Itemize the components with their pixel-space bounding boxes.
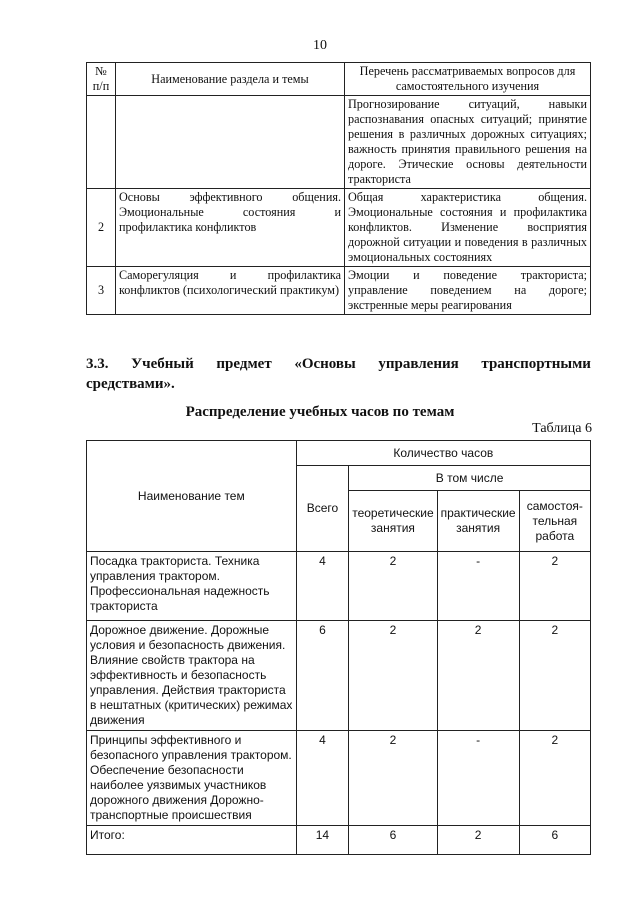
row-name: Саморегуляция и профилактика конфликтов (психологический практикум) <box>116 267 345 315</box>
row-num <box>87 96 116 189</box>
row-questions: Эмоции и поведение тракториста; управление поведением на дороге; экстренные меры реагирования <box>345 267 591 315</box>
table-row <box>87 189 591 267</box>
total-cell: 4 <box>296 731 349 826</box>
row-questions: Общая характеристика общения. Эмоциональные состояния и профилактика конфликтов. Изменение восприятия дорожной ситуации и поведения в различных эмоциональных состояниях <box>345 189 591 267</box>
section-word: предмет <box>216 356 272 372</box>
theory-cell: 6 <box>349 826 437 855</box>
section-word: управления <box>378 356 459 372</box>
header-theory: теоретические занятия <box>349 491 437 552</box>
header-num: № п/п <box>87 63 116 96</box>
total-row <box>87 826 591 855</box>
topic-cell: Итого: <box>87 826 297 855</box>
header-practice: практические занятия <box>437 491 519 552</box>
self-study-cell: 6 <box>519 826 590 855</box>
total-cell: 6 <box>296 621 349 731</box>
topics-questions-table <box>86 62 591 315</box>
topic-cell: Дорожное движение. Дорожные условия и безопасность движения. Влияние свойств трактора на эффективность и безопасность управления. Действия тракториста в нештатных (критических) режимах движения <box>87 621 297 731</box>
page-number: 10 <box>313 38 327 53</box>
theory-cell: 2 <box>349 731 437 826</box>
topic-cell: Принципы эффективного и безопасного управления трактором. Обеспечение безопасности наиболее уязвимых участников дорожного движения Дорожно-транспортные происшествия <box>87 731 297 826</box>
table-label: Таблица 6 <box>532 421 592 436</box>
table-row <box>87 621 591 731</box>
total-cell: 4 <box>296 552 349 621</box>
row-name: Основы эффективного общения. Эмоциональные состояния и профилактика конфликтов <box>116 189 345 267</box>
table-row <box>87 96 591 189</box>
self-study-cell: 2 <box>519 621 590 731</box>
theory-cell: 2 <box>349 621 437 731</box>
table-header-row <box>87 63 591 96</box>
section-number: 3.3. <box>86 356 109 372</box>
hours-distribution-table <box>86 440 591 855</box>
header-section-name: Наименование раздела и темы <box>116 63 345 96</box>
section-heading <box>86 354 591 394</box>
header-quantity: Количество часов <box>296 441 590 466</box>
practice-cell: 2 <box>437 826 519 855</box>
practice-cell: 2 <box>437 621 519 731</box>
row-name <box>116 96 345 189</box>
header-topic: Наименование тем <box>87 441 297 552</box>
section-word: «Основы <box>294 356 356 372</box>
header-row <box>87 441 591 466</box>
header-including: В том числе <box>349 466 591 491</box>
theory-cell: 2 <box>349 552 437 621</box>
row-questions: Прогнозирование ситуаций, навыки распознавания опасных ситуаций; принятие решения в различных дорожных ситуациях; важность принятия правильного решения на дороге. Этические основы деятельности тракториста <box>345 96 591 189</box>
header-questions: Перечень рассматриваемых вопросов для самостоятельного изучения <box>345 63 591 96</box>
total-cell: 14 <box>296 826 349 855</box>
section-line-2: средствами». <box>86 376 175 392</box>
self-study-cell: 2 <box>519 731 590 826</box>
row-num: 3 <box>87 267 116 315</box>
practice-cell: - <box>437 552 519 621</box>
section-word: транспортными <box>481 356 591 372</box>
distribution-title: Распределение учебных часов по темам <box>185 404 455 420</box>
table-row <box>87 731 591 826</box>
section-word: Учебный <box>131 356 194 372</box>
header-self-study: самостоя-тельная работа <box>519 491 590 552</box>
self-study-cell: 2 <box>519 552 590 621</box>
practice-cell: - <box>437 731 519 826</box>
topic-cell: Посадка тракториста. Техника управления трактором. Профессиональная надежность тракториста <box>87 552 297 621</box>
row-num: 2 <box>87 189 116 267</box>
table-row <box>87 552 591 621</box>
table-row <box>87 267 591 315</box>
header-total: Всего <box>296 466 349 552</box>
